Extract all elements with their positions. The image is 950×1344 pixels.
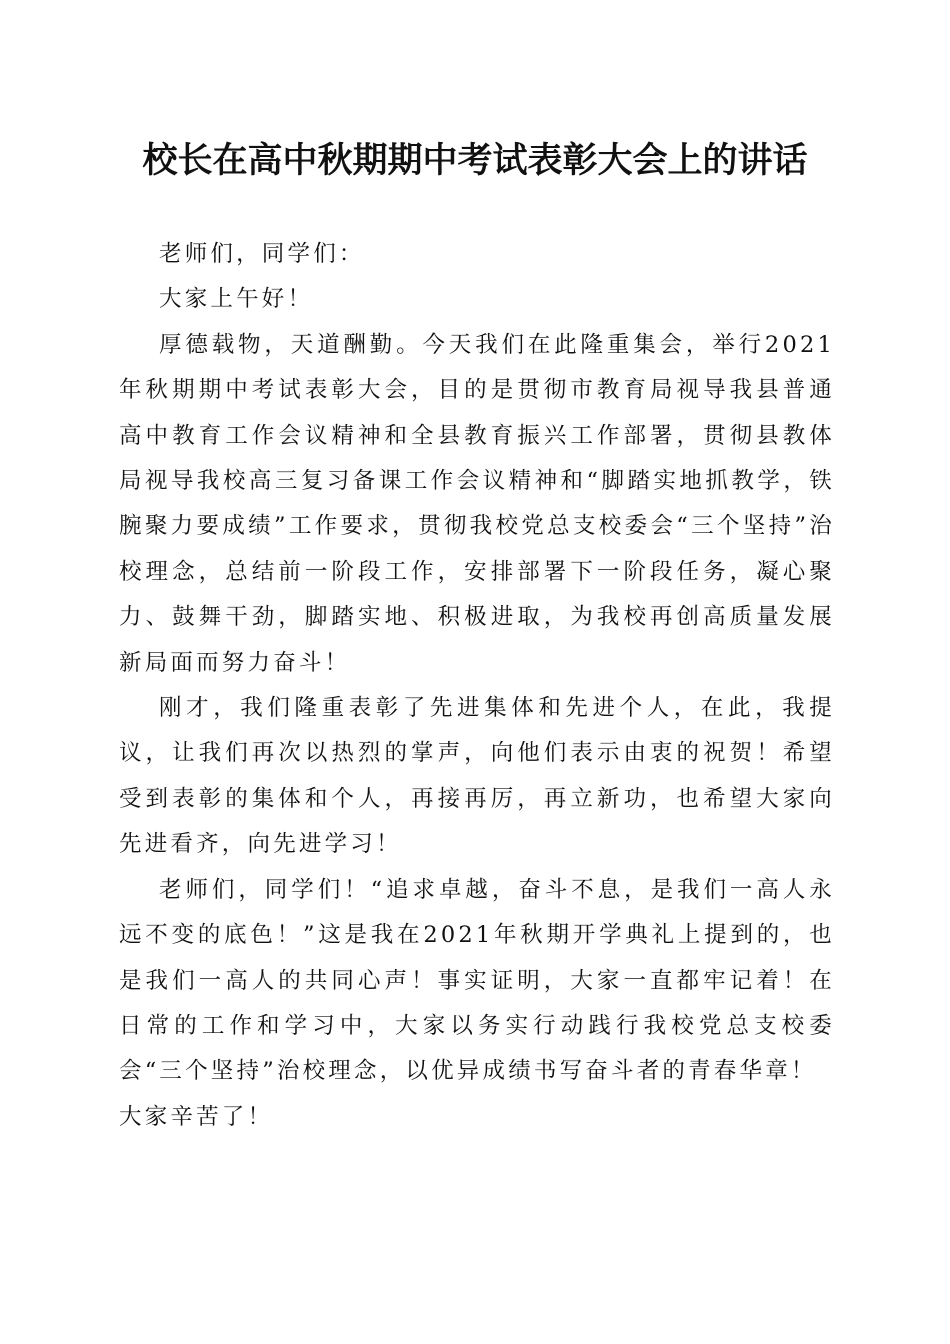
- document-title: 校长在高中秋期期中考试表彰大会上的讲话: [142, 141, 808, 181]
- greeting-paragraph: 大家上午好！: [159, 286, 314, 313]
- opening-paragraph: 厚德载物，天道酬勤。今天我们在此隆重集会，举行2021年秋期期中考试表彰大会，目的是贯彻市教育局视导我县普通高中教育工作会议精神和全县教育振兴工作部署，贯彻县教体局视导我校高三复习备课工作会议精神和“脚踏实地抓教学，铁腕聚力要成绩”工作要求，贯彻我校党总支校委会“三个坚持”治校理念，总结前一阶段工作，安排部署下一阶段任务，凝心聚力、鼓舞干劲，脚踏实地、积极进取，为我校再创高质量发展新局面而努力奋斗！: [119, 331, 835, 676]
- salutation-paragraph: 老师们，同学们：: [159, 241, 365, 267]
- document-body: [119, 232, 835, 1140]
- closing-paragraph: 大家辛苦了！: [119, 1103, 274, 1130]
- motto-paragraph: 老师们，同学们！“追求卓越，奋斗不息，是我们一高人永远不变的底色！”这是我在2021年秋期开学典礼上提到的，也是我们一高人的共同心声！事实证明，大家一直都牢记着！在日常的工作和学习中，大家以务实行动践行我校党总支校委会“三个坚持”治校理念，以优异成绩书写奋斗者的青春华章！: [119, 876, 835, 1085]
- commendation-paragraph: 刚才，我们隆重表彰了先进集体和先进个人，在此，我提议，让我们再次以热烈的掌声，向他们表示由衷的祝贺！希望受到表彰的集体和个人，再接再厉，再立新功，也希望大家向先进看齐，向先进学习！: [119, 695, 835, 858]
